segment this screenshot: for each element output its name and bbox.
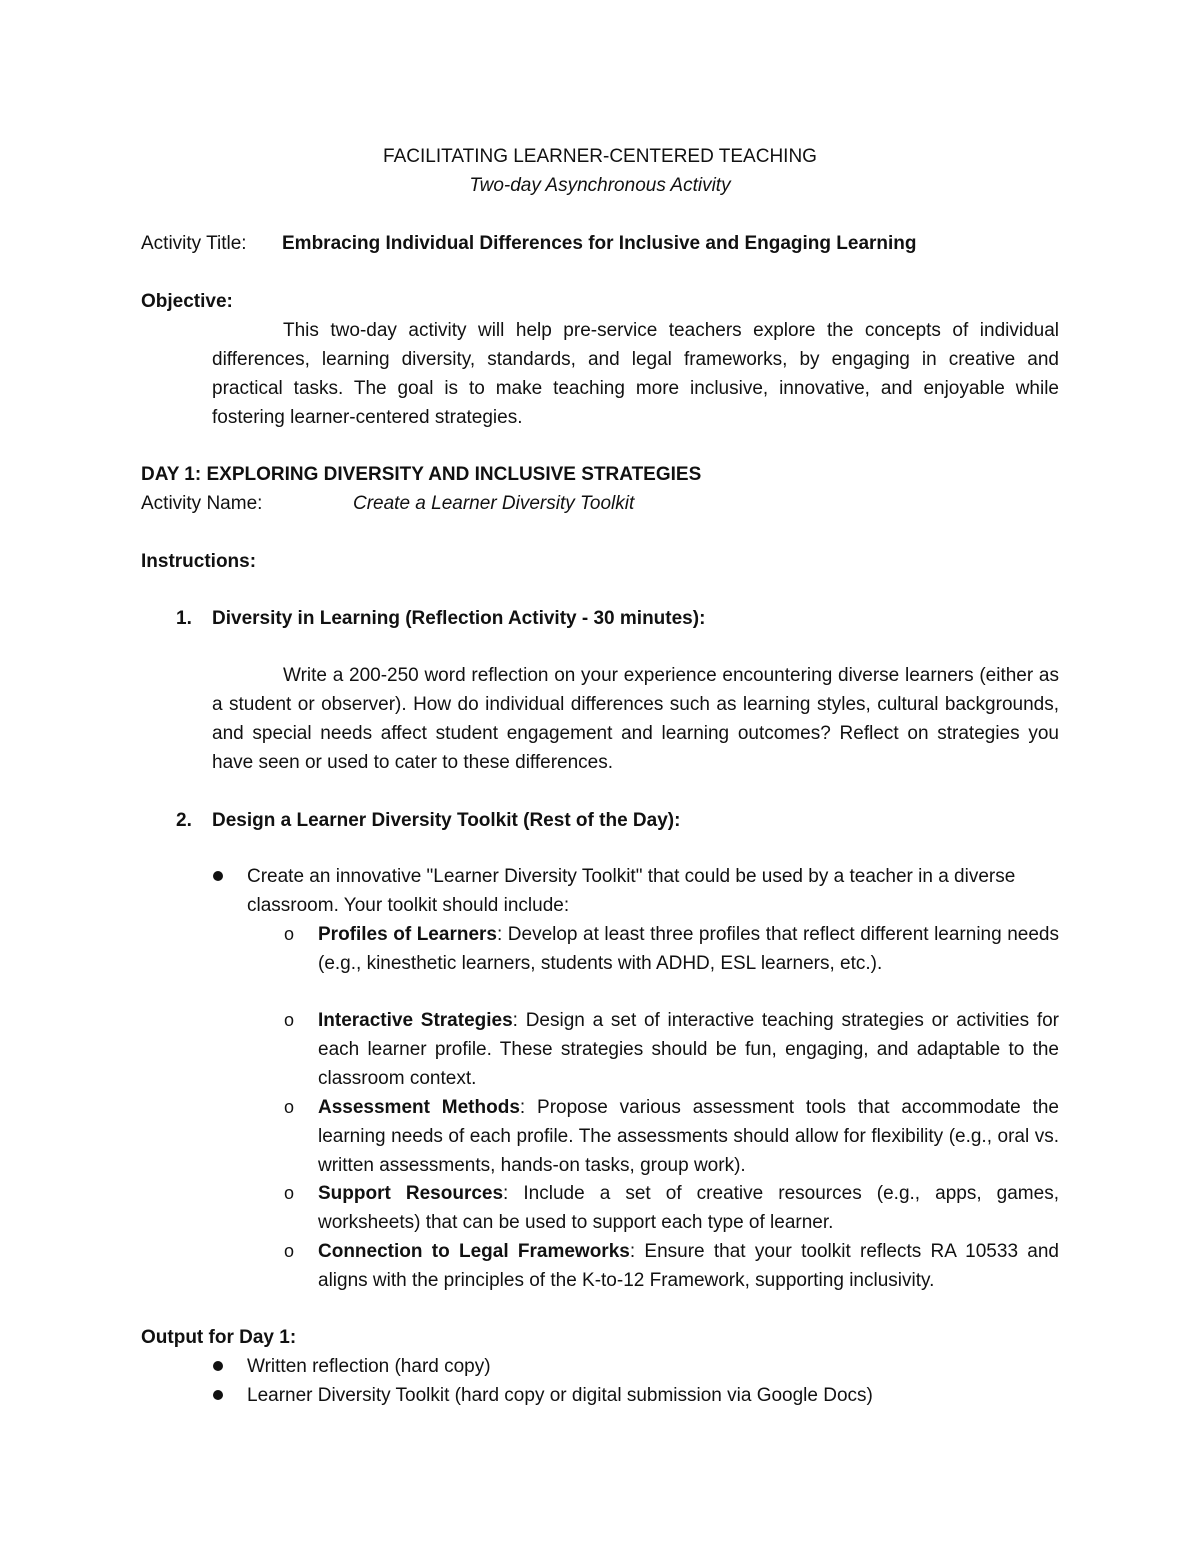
sub-marker: o [284, 1010, 295, 1030]
item-text: : Develop at least three profiles that reflect different learning needs (e.g., kinesthetic learners, students with ADHD, ESL learners, etc.). [318, 924, 1059, 974]
bullet-dot [213, 871, 223, 881]
objective-text: This two-day activity will help pre-service teachers explore the concepts of individual differences, learning diversity, standards, and legal frameworks, by engaging in creative and practical tasks. The goal is to make teaching more inclusive, innovative, and enjoyable while fostering learner-centered strategies. [212, 320, 1059, 428]
output-item: Written reflection (hard copy) [247, 1356, 491, 1377]
item-text: : Ensure that your toolkit reflects RA 10533 and aligns with the principles of the K-to-12 Framework, supporting inclusivity. [318, 1241, 1059, 1291]
list-item [318, 920, 1059, 978]
item-term: Connection to Legal Frameworks [318, 1241, 630, 1262]
bullet-dot [213, 1361, 223, 1371]
step-number: 1. [176, 608, 192, 629]
step-title: Diversity in Learning (Reflection Activity - 30 minutes): [212, 608, 706, 629]
sub-marker: o [284, 1241, 295, 1261]
item-term: Assessment Methods [318, 1097, 520, 1118]
sub-marker: o [284, 1183, 295, 1203]
objective-label: Objective: [141, 291, 233, 312]
output-label: Output for Day 1: [141, 1327, 297, 1348]
activity-name-value: Create a Learner Diversity Toolkit [353, 493, 635, 514]
step-body: Write a 200-250 word reflection on your experience encountering diverse learners (either as a student or observer). How do individual differences such as learning styles, cultural backgrounds, and special needs affect student engagement and learning outcomes? Reflect on strategies you have seen or used to cater to these differences. [212, 665, 1059, 773]
sub-marker: o [284, 924, 295, 944]
item-text: : Propose various assessment tools that accommodate the learning needs of each profile. The assessments should allow for flexibility (e.g., oral vs. written assessments, hands-on tasks, group work). [318, 1097, 1059, 1176]
sub-marker: o [284, 1097, 295, 1117]
step-title: Design a Learner Diversity Toolkit (Rest of the Day): [212, 810, 681, 831]
output-item: Learner Diversity Toolkit (hard copy or digital submission via Google Docs) [247, 1385, 873, 1406]
document-title: FACILITATING LEARNER-CENTERED TEACHING [383, 146, 817, 167]
activity-title-label: Activity Title: [141, 233, 247, 254]
list-item [318, 1006, 1059, 1093]
step-number: 2. [176, 810, 192, 831]
activity-name-label: Activity Name: [141, 493, 263, 514]
day1-heading: DAY 1: EXPLORING DIVERSITY AND INCLUSIVE STRATEGIES [141, 464, 702, 485]
item-term: Profiles of Learners [318, 924, 497, 945]
list-item [318, 1237, 1059, 1295]
document-subtitle: Two-day Asynchronous Activity [469, 175, 731, 196]
bullet-dot [213, 1390, 223, 1400]
instructions-label: Instructions: [141, 551, 257, 572]
list-item [318, 1179, 1059, 1237]
item-term: Support Resources [318, 1183, 504, 1204]
list-item [318, 1093, 1059, 1180]
item-text: : Design a set of interactive teaching strategies or activities for each learner profile. These strategies should be fun, engaging, and adaptable to the classroom context. [318, 1010, 1059, 1089]
toolkit-bullet-text: Create an innovative "Learner Diversity Toolkit" that could be used by a teacher in a diverse classroom. Your toolkit should include: [247, 866, 1016, 916]
item-term: Interactive Strategies [318, 1010, 513, 1031]
item-text: : Include a set of creative resources (e.g., apps, games, worksheets) that can be used to support each type of learner. [318, 1183, 1059, 1233]
activity-title-value: Embracing Individual Differences for Inclusive and Engaging Learning [282, 233, 917, 254]
